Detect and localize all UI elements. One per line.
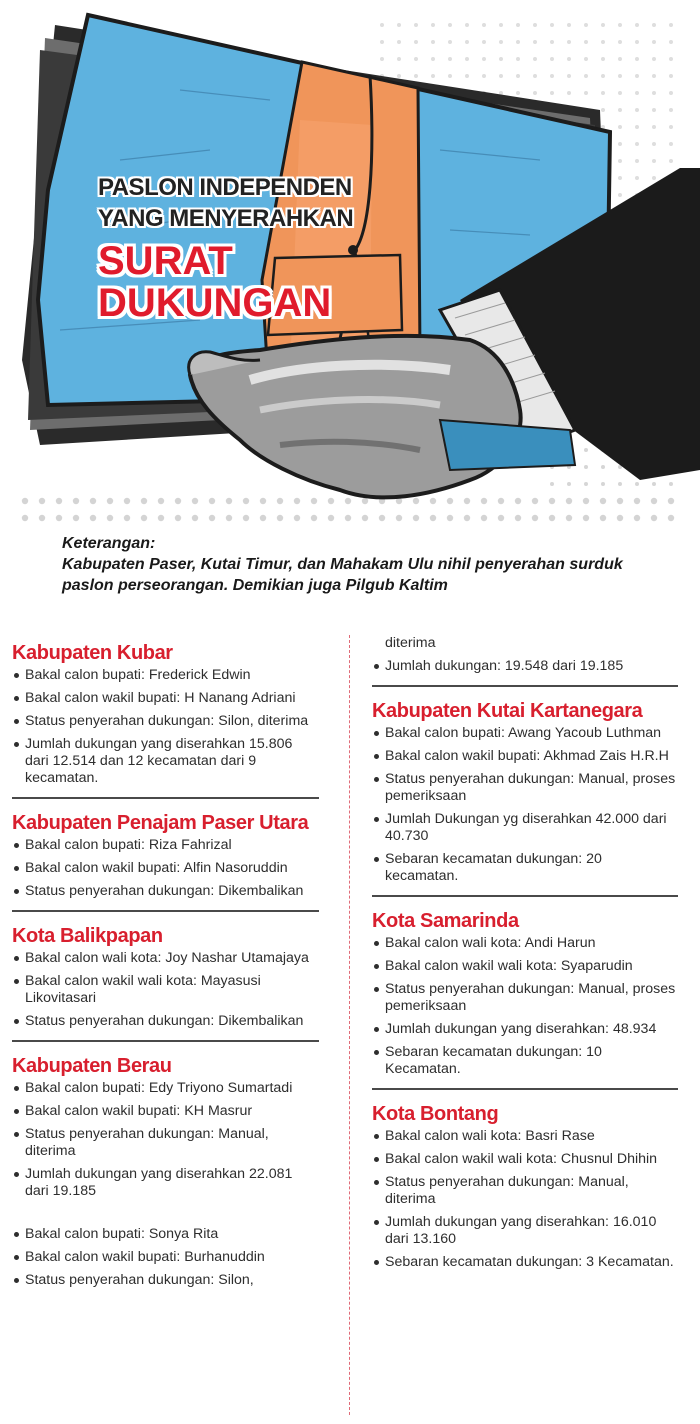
section-divider: [12, 910, 319, 912]
right-column: [372, 635, 678, 1277]
list-item: Status penyerahan dukungan: Silon, diterima: [12, 713, 319, 730]
list-item: Bakal calon wakil wali kota: Chusnul Dhihin: [372, 1151, 678, 1168]
list-item: Bakal calon wali kota: Basri Rase: [372, 1128, 678, 1145]
list-item: Bakal calon wakil wali kota: Syaparudin: [372, 958, 678, 975]
list-item: Jumlah dukungan yang diserahkan: 16.010 dari 13.160: [372, 1214, 678, 1248]
list-item: Status penyerahan dukungan: Dikembalikan: [12, 1013, 319, 1030]
list-item: Bakal calon wakil wali kota: Mayasusi Likovitasari: [12, 973, 319, 1007]
section-balikpapan: [12, 923, 319, 1030]
section-title: Kota Bontang: [372, 1103, 499, 1125]
section-title: Kabupaten Kutai Kartanegara: [372, 700, 643, 722]
section-title: Kota Balikpapan: [12, 925, 163, 947]
section-title: Kabupaten Kubar: [12, 642, 173, 664]
section-bontang: [372, 1101, 678, 1271]
item-list: [12, 667, 319, 787]
section-title: Kabupaten Penajam Paser Utara: [12, 812, 309, 834]
list-item: Bakal calon wakil bupati: Akhmad Zais H.R.H: [372, 748, 678, 765]
list-item: Bakal calon bupati: Awang Yacoub Luthman: [372, 725, 678, 742]
list-item: Bakal calon wali kota: Joy Nashar Utamajaya: [12, 950, 319, 967]
note-title: Keterangan:: [62, 535, 156, 552]
item-list-second-pair: [12, 1226, 319, 1289]
left-column: [12, 640, 319, 1295]
list-item: Bakal calon wakil bupati: KH Masrur: [12, 1103, 319, 1120]
note-text: Kabupaten Paser, Kutai Timur, dan Mahakam Ulu nihil penyerahan surduk paslon perseorangan. Demikian juga Pilgub Kaltim: [62, 556, 623, 594]
headline-line-4: DUKUNGAN: [98, 281, 332, 325]
list-item: Jumlah dukungan yang diserahkan: 48.934: [372, 1021, 678, 1038]
section-ppu: [12, 810, 319, 900]
section-kubar: [12, 640, 319, 787]
list-item: Bakal calon bupati: Edy Triyono Sumartadi: [12, 1080, 319, 1097]
list-item: Bakal calon wakil bupati: H Nanang Adriani: [12, 690, 319, 707]
list-item: Status penyerahan dukungan: Manual, diterima: [372, 1174, 678, 1208]
section-divider: [12, 797, 319, 799]
section-kukar: [372, 698, 678, 885]
section-divider: [372, 895, 678, 897]
list-item: Jumlah Dukungan yg diserahkan 42.000 dari 40.730: [372, 811, 678, 845]
list-item: Bakal calon bupati: Riza Fahrizal: [12, 837, 319, 854]
list-item: Bakal calon bupati: Sonya Rita: [12, 1226, 319, 1243]
list-item: Bakal calon bupati: Frederick Edwin: [12, 667, 319, 684]
section-berau: [12, 1053, 319, 1289]
item-list: [372, 635, 678, 675]
item-list: [12, 1080, 319, 1200]
spacer: [12, 1206, 319, 1226]
headline: [98, 172, 353, 324]
item-list: [372, 935, 678, 1078]
section-divider: [372, 685, 678, 687]
list-item-continued: diterima: [385, 635, 436, 651]
item-list: [372, 1128, 678, 1271]
list-item: Bakal calon wakil bupati: Burhanuddin: [12, 1249, 319, 1266]
list-item: Status penyerahan dukungan: Silon,: [12, 1272, 319, 1289]
item-list: [12, 837, 319, 900]
item-list: [372, 725, 678, 885]
list-item: Bakal calon wali kota: Andi Harun: [372, 935, 678, 952]
item-list: [12, 950, 319, 1030]
list-item: Status penyerahan dukungan: Manual, diterima: [12, 1126, 319, 1160]
list-item: Jumlah dukungan yang diserahkan 15.806 dari 12.514 dan 12 kecamatan dari 9 kecamatan.: [12, 736, 319, 787]
section-berau-continued: [372, 635, 678, 675]
list-item: Status penyerahan dukungan: Manual, proses pemeriksaan: [372, 771, 678, 805]
list-item: Jumlah dukungan: 19.548 dari 19.185: [372, 658, 678, 675]
list-item: Sebaran kecamatan dukungan: 10 Kecamatan.: [372, 1044, 678, 1078]
section-samarinda: [372, 908, 678, 1078]
list-item: Status penyerahan dukungan: Dikembalikan: [12, 883, 319, 900]
section-divider: [372, 1088, 678, 1090]
column-divider: [349, 635, 350, 1415]
headline-line-3: SURAT: [98, 239, 233, 283]
note-box: [62, 534, 642, 596]
list-item: Sebaran kecamatan dukungan: 3 Kecamatan.: [372, 1254, 678, 1271]
headline-line-2: YANG MENYERAHKAN: [98, 205, 354, 232]
list-item: Status penyerahan dukungan: Manual, proses pemeriksaan: [372, 981, 678, 1015]
section-title: Kabupaten Berau: [12, 1055, 172, 1077]
headline-line-1: PASLON INDEPENDEN: [98, 174, 352, 201]
section-divider: [12, 1040, 319, 1042]
list-item: Bakal calon wakil bupati: Alfin Nasoruddin: [12, 860, 319, 877]
list-item: Sebaran kecamatan dukungan: 20 kecamatan.: [372, 851, 678, 885]
list-item: Jumlah dukungan yang diserahkan 22.081 dari 19.185: [12, 1166, 319, 1200]
section-title: Kota Samarinda: [372, 910, 519, 932]
hero-illustration: [0, 0, 700, 530]
